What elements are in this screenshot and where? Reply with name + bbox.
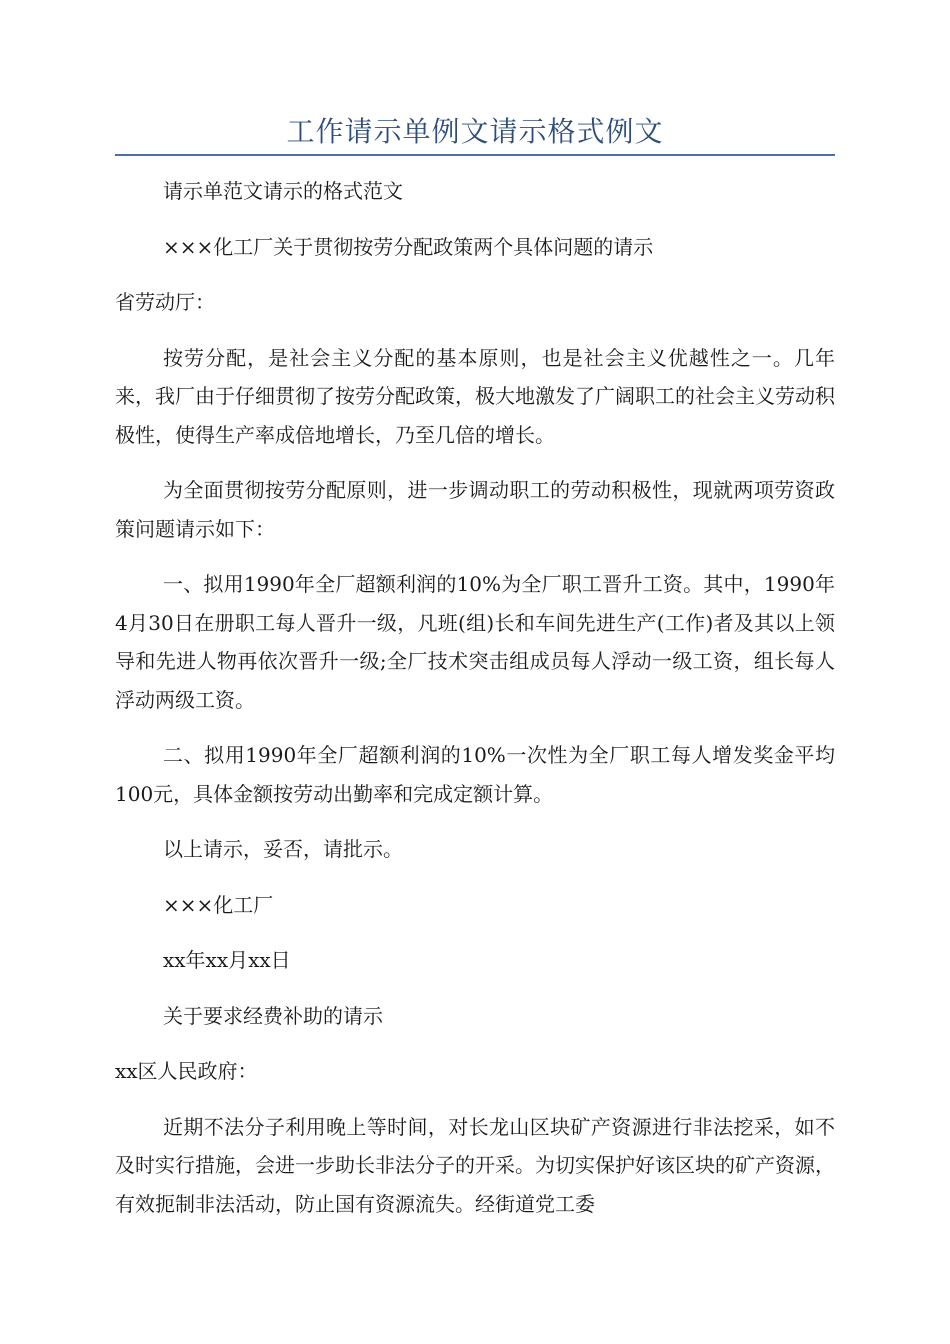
paragraph-signature: ×××化工厂 [163, 892, 274, 917]
paragraph-body: 为全面贯彻按劳分配原则，进一步调动职工的劳动积极性，现就两项劳资政策问题请示如下： [115, 478, 835, 541]
paragraph-date: xx年xx月xx日 [163, 948, 291, 972]
paragraph-closing: 以上请示，妥否，请批示。 [163, 837, 403, 861]
document-body [115, 172, 835, 1240]
paragraph-request-heading: 关于要求经费补助的请示 [163, 1003, 383, 1028]
paragraph-addressee: 省劳动厅： [115, 290, 215, 314]
paragraph-body: 近期不法分子利用晚上等时间，对长龙山区块矿产资源进行非法挖采，如不及时实行措施，会进一步助长非法分子的开采。为切实保护好该区块的矿产资源，有效扼制非法活动，防止国有资源流失。经街道党工委 [115, 1114, 835, 1216]
paragraph-body: 按劳分配，是社会主义分配的基本原则，也是社会主义优越性之一。几年来，我厂由于仔细贯彻了按劳分配政策，极大地激发了广阔职工的社会主义劳动积极性，使得生产率成倍地增长，乃至几倍的增长。 [115, 345, 835, 447]
paragraph-item-two: 二、拟用1990年全厂超额利润的10%一次性为全厂职工每人增发奖金平均100元，具体金额按劳动出勤率和完成定额计算。 [115, 743, 835, 806]
document-title: 工作请示单例文请示格式例文 [286, 115, 664, 148]
paragraph-item-one: 一、拟用1990年全厂超额利润的10%为全厂职工晋升工资。其中，1990年4月30日在册职工每人晋升一级，凡班(组)长和车间先进生产(工作)者及其以上领导和先进人物再依次晋升一级;全厂技术突击组成员每人浮动一级工资，组长每人浮动两级工资。 [115, 572, 835, 712]
title-underline [115, 154, 835, 156]
paragraph-addressee: xx区人民政府： [115, 1059, 258, 1083]
paragraph-subtitle: 请示单范文请示的格式范文 [163, 179, 403, 203]
paragraph-request-heading: ×××化工厂关于贯彻按劳分配政策两个具体问题的请示 [163, 234, 654, 259]
